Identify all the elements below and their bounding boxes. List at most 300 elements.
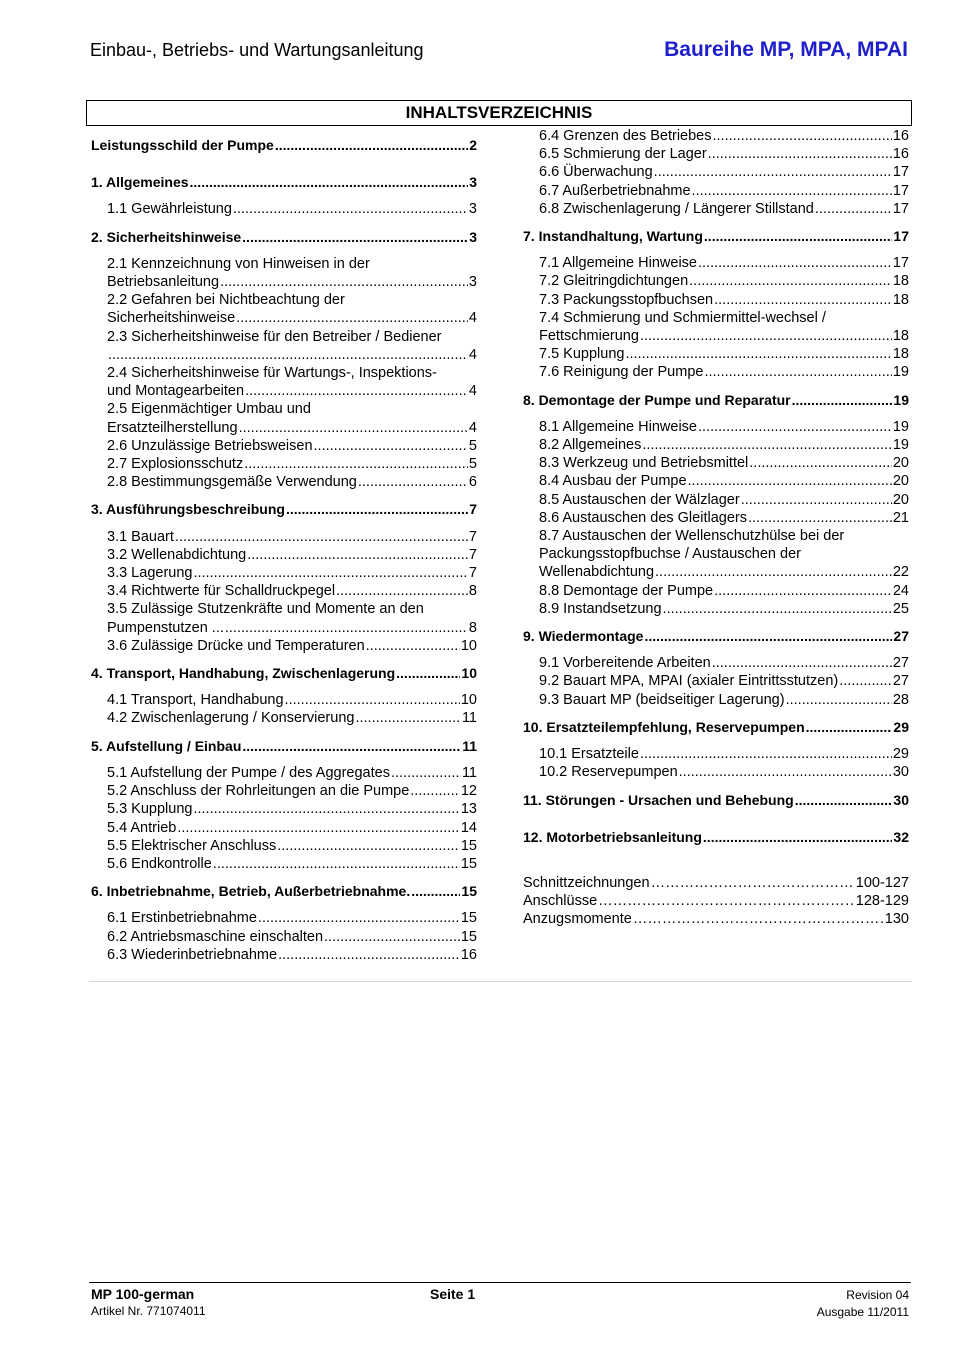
toc-page-number: 3: [469, 228, 477, 245]
toc-entry[interactable]: [523, 763, 909, 781]
footer-revision: Revision 04: [846, 1288, 909, 1302]
toc-leader-dots: [213, 855, 460, 873]
toc-entry[interactable]: [523, 127, 909, 145]
toc-entry[interactable]: [91, 582, 477, 600]
toc-entry[interactable]: [91, 200, 477, 218]
toc-section-entry[interactable]: [91, 500, 477, 518]
toc-entry-title: 5.4 Antrieb: [107, 819, 177, 836]
toc-page-number: 14: [460, 819, 477, 836]
toc-entry-line: 3.5 Zulässige Stutzenkräfte und Momente an den: [107, 601, 424, 618]
toc-entry-line: Packungsstopfbuchse / Austauschen der: [539, 546, 801, 563]
toc-entry-title: 8.6 Austauschen des Gleitlagers: [539, 509, 747, 526]
toc-entry[interactable]: [523, 745, 909, 763]
toc-entry[interactable]: [523, 291, 909, 309]
toc-entry-title: 1. Allgemeines: [91, 174, 189, 191]
toc-page-number: 15: [460, 837, 477, 854]
toc-entry-title: 6.7 Außerbetriebnahme: [539, 182, 691, 199]
toc-entry-title: 7.1 Allgemeine Hinweise: [539, 255, 697, 272]
toc-page-number: 18: [892, 291, 909, 308]
toc-page-number: 27: [892, 673, 909, 690]
toc-leader-dots: [792, 391, 893, 409]
toc-page-number: 3: [468, 274, 477, 291]
toc-leader-dots: [177, 819, 460, 837]
toc-entry-title: 9.3 Bauart MP (beidseitiger Lagerung): [539, 691, 785, 708]
toc-page-number: 17: [892, 200, 909, 217]
toc-page-number: 27: [893, 628, 909, 645]
toc-page-number: 13: [460, 801, 477, 818]
toc-page-number: 32: [893, 828, 909, 845]
toc-spacer: [91, 519, 477, 528]
toc-leader-dots: [358, 473, 468, 491]
toc-left-column: [91, 136, 477, 964]
toc-spacer: [91, 219, 477, 228]
toc-entry-title: 10.2 Reservepumpen: [539, 764, 678, 781]
toc-entry-line: 2.3 Sicherheitshinweise für den Betreiber / Bediener: [107, 328, 442, 345]
toc-entry-title: Fettschmierung: [539, 328, 639, 345]
toc-entry-title: 8.5 Austauschen der Wälzlager: [539, 491, 740, 508]
toc-page-number: 18: [892, 328, 909, 345]
toc-entry[interactable]: [523, 327, 909, 345]
toc-leader-dots: [336, 582, 468, 600]
toc-entry-title: 8.2 Allgemeines: [539, 437, 642, 454]
toc-leader-dots: [366, 637, 460, 655]
toc-entry-title: 2.7 Explosionsschutz: [107, 456, 244, 473]
toc-section-entry[interactable]: [523, 718, 909, 736]
toc-page-number: 15: [460, 928, 477, 945]
toc-entry-title: 2. Sicherheitshinweise: [91, 228, 242, 245]
toc-spacer: [91, 191, 477, 200]
toc-page-number: 130: [884, 911, 909, 928]
toc-spacer: [523, 645, 909, 654]
toc-entry[interactable]: [523, 345, 909, 363]
toc-leader-dots: [741, 491, 892, 509]
toc-spacer: [523, 736, 909, 745]
toc-entry[interactable]: [523, 892, 909, 910]
toc-entry-title: Schnittzeichnungen: [523, 874, 650, 891]
toc-entry-title: Anzugsmomente: [523, 911, 632, 928]
toc-entry-title: 3.2 Wellenabdichtung: [107, 546, 247, 563]
toc-entry-title: 5.6 Endkontrolle: [107, 855, 212, 872]
toc-page-number: 5: [468, 456, 477, 473]
toc-leader-dots: [655, 563, 892, 581]
toc-page-number: 29: [893, 718, 909, 735]
toc-right-column: [523, 127, 909, 929]
toc-spacer: [91, 154, 477, 173]
toc-entry[interactable]: [91, 419, 477, 437]
toc-leader-dots: [663, 600, 892, 618]
toc-page-number: 16: [892, 146, 909, 163]
toc-section-entry[interactable]: [523, 627, 909, 645]
toc-leader-dots: [410, 782, 460, 800]
toc-entry[interactable]: [523, 582, 909, 600]
toc-entry-line: 2.2 Gefahren bei Nichtbeachtung der: [107, 292, 345, 309]
toc-page-number: 17: [892, 182, 909, 199]
toc-page-number: 20: [892, 491, 909, 508]
toc-entry-title: 6.3 Wiederinbetriebnahme: [107, 946, 278, 963]
toc-page-number: 7: [468, 546, 477, 563]
toc-entry-title: 12. Motorbetriebsanleitung: [523, 828, 702, 845]
toc-page-number: 17: [892, 164, 909, 181]
toc-leader-dots: [642, 436, 891, 454]
toc-entry[interactable]: [523, 472, 909, 490]
toc-entry[interactable]: [91, 909, 477, 927]
toc-entry-title: 3.6 Zulässige Drücke und Temperaturen: [107, 637, 365, 654]
toc-leader-dots: [278, 946, 460, 964]
toc-spacer: [523, 618, 909, 627]
toc-leader-dots: [411, 882, 460, 900]
toc-page-number: 3: [468, 201, 477, 218]
toc-entry-title: 7.5 Kupplung: [539, 346, 625, 363]
toc-entry[interactable]: [91, 837, 477, 855]
toc-leader-dots: [786, 691, 892, 709]
toc-entry-title: 10.1 Ersatzteile: [539, 746, 639, 763]
toc-entry[interactable]: [523, 418, 909, 436]
toc-entry[interactable]: [523, 672, 909, 690]
toc-entry[interactable]: [91, 691, 477, 709]
toc-page-number: 11: [462, 737, 477, 754]
toc-entry[interactable]: [523, 509, 909, 527]
toc-entry[interactable]: [91, 437, 477, 455]
toc-entry-title: 3.1 Bauart: [107, 528, 174, 545]
toc-entry-title: 7. Instandhaltung, Wartung: [523, 228, 703, 245]
toc-entry[interactable]: [91, 928, 477, 946]
toc-entry-title: Pumpenstutzen ...: [107, 619, 224, 636]
toc-leader-dots: [644, 627, 892, 645]
toc-entry-title: 8.4 Ausbau der Pumpe: [539, 473, 687, 490]
toc-entry-title: 9.2 Bauart MPA, MPAI (axialer Eintrittsstutzen): [539, 673, 839, 690]
toc-entry-title: 10. Ersatzteilempfehlung, Reservepumpen: [523, 718, 805, 735]
toc-section-entry[interactable]: [91, 664, 477, 682]
toc-entry-title: Anschlüsse: [523, 893, 598, 910]
toc-page-number: 11: [461, 710, 477, 727]
toc-entry[interactable]: [91, 564, 477, 582]
toc-leader-dots: [712, 654, 892, 672]
toc-page-number: 6: [468, 474, 477, 491]
toc-leader-dots: [242, 737, 461, 755]
toc-page-number: 18: [892, 273, 909, 290]
toc-spacer: [91, 682, 477, 691]
toc-leader-dots: [324, 928, 460, 946]
toc-page-number: 4: [468, 346, 477, 363]
toc-entry-line: 2.4 Sicherheitshinweise für Wartungs-, Inspektions-: [107, 365, 437, 382]
toc-spacer: [91, 900, 477, 909]
header-title: Einbau-, Betriebs- und Wartungsanleitung: [90, 40, 424, 60]
toc-page-number: 18: [892, 346, 909, 363]
toc-entry-title: 6.1 Erstinbetriebnahme: [107, 910, 257, 927]
toc-entry-title: 8.1 Allgemeine Hinweise: [539, 418, 697, 435]
toc-leader-dots: [190, 173, 469, 191]
footer-article: Artikel Nr. 771074011: [91, 1304, 206, 1318]
toc-page-number: 100-127: [855, 874, 909, 891]
toc-leader-dots: [748, 509, 892, 527]
toc-page-number: 10: [460, 637, 477, 654]
toc-bottom-rule: [89, 981, 912, 982]
toc-page-number: 25: [892, 600, 909, 617]
toc-page-number: 10: [461, 665, 477, 682]
toc-entry[interactable]: [523, 200, 909, 218]
toc-page-number: 16: [892, 128, 909, 144]
toc-page-number: 11: [461, 764, 477, 781]
toc-appendix-entry: [523, 892, 909, 910]
toc-section-entry[interactable]: [91, 136, 477, 154]
toc-page-number: 19: [893, 391, 909, 408]
toc-page-number: 7: [468, 565, 477, 582]
toc-entry-title: 7.3 Packungsstopfbuchsen: [539, 291, 714, 308]
footer-page: Seite 1: [430, 1286, 476, 1302]
toc-page-number: 15: [461, 883, 477, 900]
toc-page-number: 17: [893, 228, 909, 245]
footer-model: MP 100-german: [91, 1286, 195, 1302]
toc-entry-title: Ersatzteilherstellung: [107, 419, 238, 436]
toc-leader-dots: [689, 272, 892, 290]
toc-page-number: 16: [460, 946, 477, 963]
toc-entry[interactable]: [523, 491, 909, 509]
toc-page-number: 15: [460, 855, 477, 872]
toc-leader-dots: [175, 528, 468, 546]
toc-entry-title: 4.1 Transport, Handhabung: [107, 692, 284, 709]
toc-leader-dots: [703, 828, 893, 846]
toc-appendix-entry: [523, 874, 909, 892]
toc-section-entry[interactable]: [91, 882, 477, 900]
toc-leader-dots: [225, 619, 468, 637]
toc-entry-title: 11. Störungen - Ursachen und Behebung: [523, 791, 794, 808]
toc-spacer: [523, 809, 909, 828]
toc-spacer: [523, 846, 909, 865]
toc-section-entry[interactable]: [91, 228, 477, 246]
toc-leader-dots: [355, 709, 460, 727]
toc-entry-title: 6. Inbetriebnahme, Betrieb, Außerbetriebnahme.: [91, 883, 411, 900]
toc-leader-dots: [713, 127, 892, 145]
toc-leader-dots: [193, 800, 459, 818]
toc-title-box: [86, 100, 912, 126]
toc-section-entry[interactable]: [91, 173, 477, 191]
toc-entry[interactable]: [91, 473, 477, 491]
toc-section-entry[interactable]: [523, 828, 909, 846]
toc-spacer: [523, 218, 909, 227]
toc-entry[interactable]: [91, 800, 477, 818]
toc-entry-title: 9. Wiedermontage: [523, 628, 644, 645]
toc-leader-dots: [815, 200, 892, 218]
toc-entry[interactable]: [523, 272, 909, 290]
toc-entry-title: 6.8 Zwischenlagerung / Längerer Stillstand: [539, 200, 814, 217]
toc-section-entry[interactable]: [91, 737, 477, 755]
toc-leader-dots: [839, 672, 892, 690]
toc-entry-title: 8. Demontage der Pumpe und Reparatur: [523, 391, 791, 408]
toc-leader-dots: [654, 163, 892, 181]
toc-leader-dots: [242, 228, 468, 246]
toc-entry-line: 8.7 Austauschen der Wellenschutzhülse bei der: [539, 528, 845, 545]
toc-leader-dots: [749, 454, 892, 472]
toc-entry-title: 6.4 Grenzen des Betriebes: [539, 128, 712, 144]
toc-entry-line: 2.1 Kennzeichnung von Hinweisen in der: [107, 255, 370, 272]
toc-entry[interactable]: [523, 454, 909, 472]
toc-entry[interactable]: [91, 782, 477, 800]
toc-entry[interactable]: [523, 436, 909, 454]
toc-entry-title: Leistungsschild der Pumpe: [91, 137, 274, 153]
toc-page-number: 21: [892, 509, 909, 526]
toc-spacer: [91, 873, 477, 882]
toc-page-number: 28: [892, 691, 909, 708]
toc-spacer: [91, 728, 477, 737]
toc-entry[interactable]: [91, 528, 477, 546]
toc-spacer: [523, 382, 909, 391]
toc-page-number: 2: [469, 137, 477, 153]
toc-entry[interactable]: [91, 546, 477, 564]
toc-leader-dots: [795, 791, 893, 809]
toc-entry[interactable]: [523, 563, 909, 581]
toc-leader-dots: [286, 500, 468, 518]
toc-entry[interactable]: [91, 273, 477, 291]
toc-leader-dots: [640, 745, 892, 763]
toc-leader-dots: [193, 564, 467, 582]
header-series: Baureihe MP, MPA, MPAI: [664, 38, 908, 61]
toc-entry[interactable]: [91, 946, 477, 964]
toc-entry[interactable]: [91, 382, 477, 400]
toc-entry-title: 6.5 Schmierung der Lager: [539, 146, 707, 163]
toc-entry-title: 5.2 Anschluss der Rohrleitungen an die Pumpe: [107, 783, 410, 800]
toc-page-number: 10: [460, 692, 477, 709]
toc-entry-title: Betriebsanleitung: [107, 274, 220, 291]
toc-leader-dots: [688, 472, 892, 490]
toc-entry-line: 7.4 Schmierung und Schmiermittel-wechsel /: [539, 309, 826, 326]
toc-entry-title: 4.2 Zwischenlagerung / Konservierung: [107, 710, 355, 727]
toc-entry-title: 6.6 Überwachung: [539, 164, 653, 181]
footer-rule: [89, 1282, 911, 1283]
toc-entry[interactable]: [523, 163, 909, 181]
toc-page-number: 19: [892, 418, 909, 435]
toc-entry-title: Wellenabdichtung: [539, 564, 655, 581]
toc-page-number: 5: [468, 437, 477, 454]
toc-page-number: 15: [460, 910, 477, 927]
toc-page-number: 7: [469, 501, 477, 518]
toc-page-number: 27: [892, 655, 909, 672]
toc-entry-title: und Montagearbeiten: [107, 383, 245, 400]
toc-entry[interactable]: [523, 254, 909, 272]
toc-leader-dots: [698, 254, 892, 272]
toc-section-entry[interactable]: [523, 791, 909, 809]
toc-section-entry[interactable]: [523, 391, 909, 409]
toc-spacer: [523, 865, 909, 874]
toc-leader-dots: [108, 346, 468, 364]
toc-page-number: 20: [892, 473, 909, 490]
toc-page-number: 22: [892, 564, 909, 581]
toc-entry[interactable]: [523, 363, 909, 381]
toc-leader-dots: [275, 136, 468, 154]
toc-page-number: 29: [892, 746, 909, 763]
toc-page-number: 17: [892, 255, 909, 272]
toc-page-number: 128-129: [855, 893, 909, 910]
toc-entry[interactable]: [523, 145, 909, 163]
toc-spacer: [91, 246, 477, 255]
toc-entry-title: 6.2 Antriebsmaschine einschalten: [107, 928, 324, 945]
toc-page-number: 8: [468, 583, 477, 600]
toc-page-number: 8: [468, 619, 477, 636]
toc-entry[interactable]: [523, 182, 909, 200]
toc-appendix-entry: [523, 910, 909, 928]
toc-spacer: [523, 245, 909, 254]
toc-entry[interactable]: [91, 346, 477, 364]
toc-entry-title: 3. Ausführungsbeschreibung: [91, 501, 285, 518]
toc-entry-title: 9.1 Vorbereitende Arbeiten: [539, 655, 711, 672]
toc-page-number: 30: [892, 764, 909, 781]
toc-entry-title: 8.9 Instandsetzung: [539, 600, 662, 617]
toc-spacer: [523, 709, 909, 718]
toc-leader-dots: [714, 582, 892, 600]
toc-entry[interactable]: [523, 691, 909, 709]
toc-spacer: [91, 491, 477, 500]
toc-page-number: 4: [468, 419, 477, 436]
toc-leader-dots: [679, 763, 892, 781]
toc-leader-dots: [233, 200, 468, 218]
toc-entry-title: 2.6 Unzulässige Betriebsweisen: [107, 437, 313, 454]
toc-leader-dots: [239, 419, 468, 437]
toc-leader-dots: [277, 837, 460, 855]
toc-page-number: 30: [893, 791, 909, 808]
toc-entry[interactable]: [91, 455, 477, 473]
toc-entry[interactable]: [91, 709, 477, 727]
toc-entry[interactable]: [523, 600, 909, 618]
toc-page-number: 12: [460, 783, 477, 800]
toc-leader-dots: [247, 546, 468, 564]
toc-entry[interactable]: [91, 819, 477, 837]
toc-leader-dots: [651, 874, 855, 892]
toc-page-number: 19: [892, 437, 909, 454]
toc-leader-dots: [258, 909, 460, 927]
footer-edition: Ausgabe 11/2011: [816, 1305, 909, 1319]
toc-spacer: [91, 755, 477, 764]
toc-entry[interactable]: [91, 619, 477, 637]
toc-entry-title: 2.8 Bestimmungsgemäße Verwendung: [107, 474, 357, 491]
toc-spacer: [523, 409, 909, 418]
toc-page-number: 4: [468, 310, 477, 327]
toc-page-number: 20: [892, 455, 909, 472]
toc-title: INHALTSVERZEICHNIS: [405, 103, 593, 122]
toc-leader-dots: [391, 764, 461, 782]
toc-entry[interactable]: [91, 855, 477, 873]
toc-entry[interactable]: [91, 309, 477, 327]
toc-entry-title: 1.1 Gewährleistung: [107, 201, 232, 218]
toc-entry[interactable]: [523, 654, 909, 672]
toc-entry[interactable]: [523, 910, 909, 928]
toc-entry-title: 7.2 Gleitringdichtungen: [539, 273, 689, 290]
toc-leader-dots: [633, 910, 884, 928]
toc-leader-dots: [236, 309, 468, 327]
toc-section-entry[interactable]: [523, 227, 909, 245]
toc-leader-dots: [704, 363, 891, 381]
toc-page-number: 19: [892, 364, 909, 381]
toc-leader-dots: [640, 327, 892, 345]
toc-spacer: [523, 782, 909, 791]
toc-entry[interactable]: [91, 764, 477, 782]
toc-entry-title: 3.3 Lagerung: [107, 565, 193, 582]
toc-entry-title: 5.1 Aufstellung der Pumpe / des Aggregates: [107, 764, 390, 781]
toc-leader-dots: [698, 418, 892, 436]
toc-leader-dots: [708, 145, 892, 163]
toc-leader-dots: [692, 182, 892, 200]
toc-leader-dots: [704, 227, 893, 245]
toc-page-number: 24: [892, 582, 909, 599]
toc-entry-title: 3.4 Richtwerte für Schalldruckpegel: [107, 583, 336, 600]
toc-entry[interactable]: [91, 637, 477, 655]
toc-entry-title: 4. Transport, Handhabung, Zwischenlagerung: [91, 665, 396, 682]
toc-entry-title: 8.3 Werkzeug und Betriebsmittel: [539, 455, 749, 472]
toc-entry-line: 2.5 Eigenmächtiger Umbau und: [107, 401, 311, 418]
toc-page-number: 3: [469, 174, 477, 191]
toc-entry[interactable]: [523, 874, 909, 892]
toc-leader-dots: [245, 382, 468, 400]
toc-spacer: [91, 655, 477, 664]
toc-leader-dots: [806, 718, 893, 736]
